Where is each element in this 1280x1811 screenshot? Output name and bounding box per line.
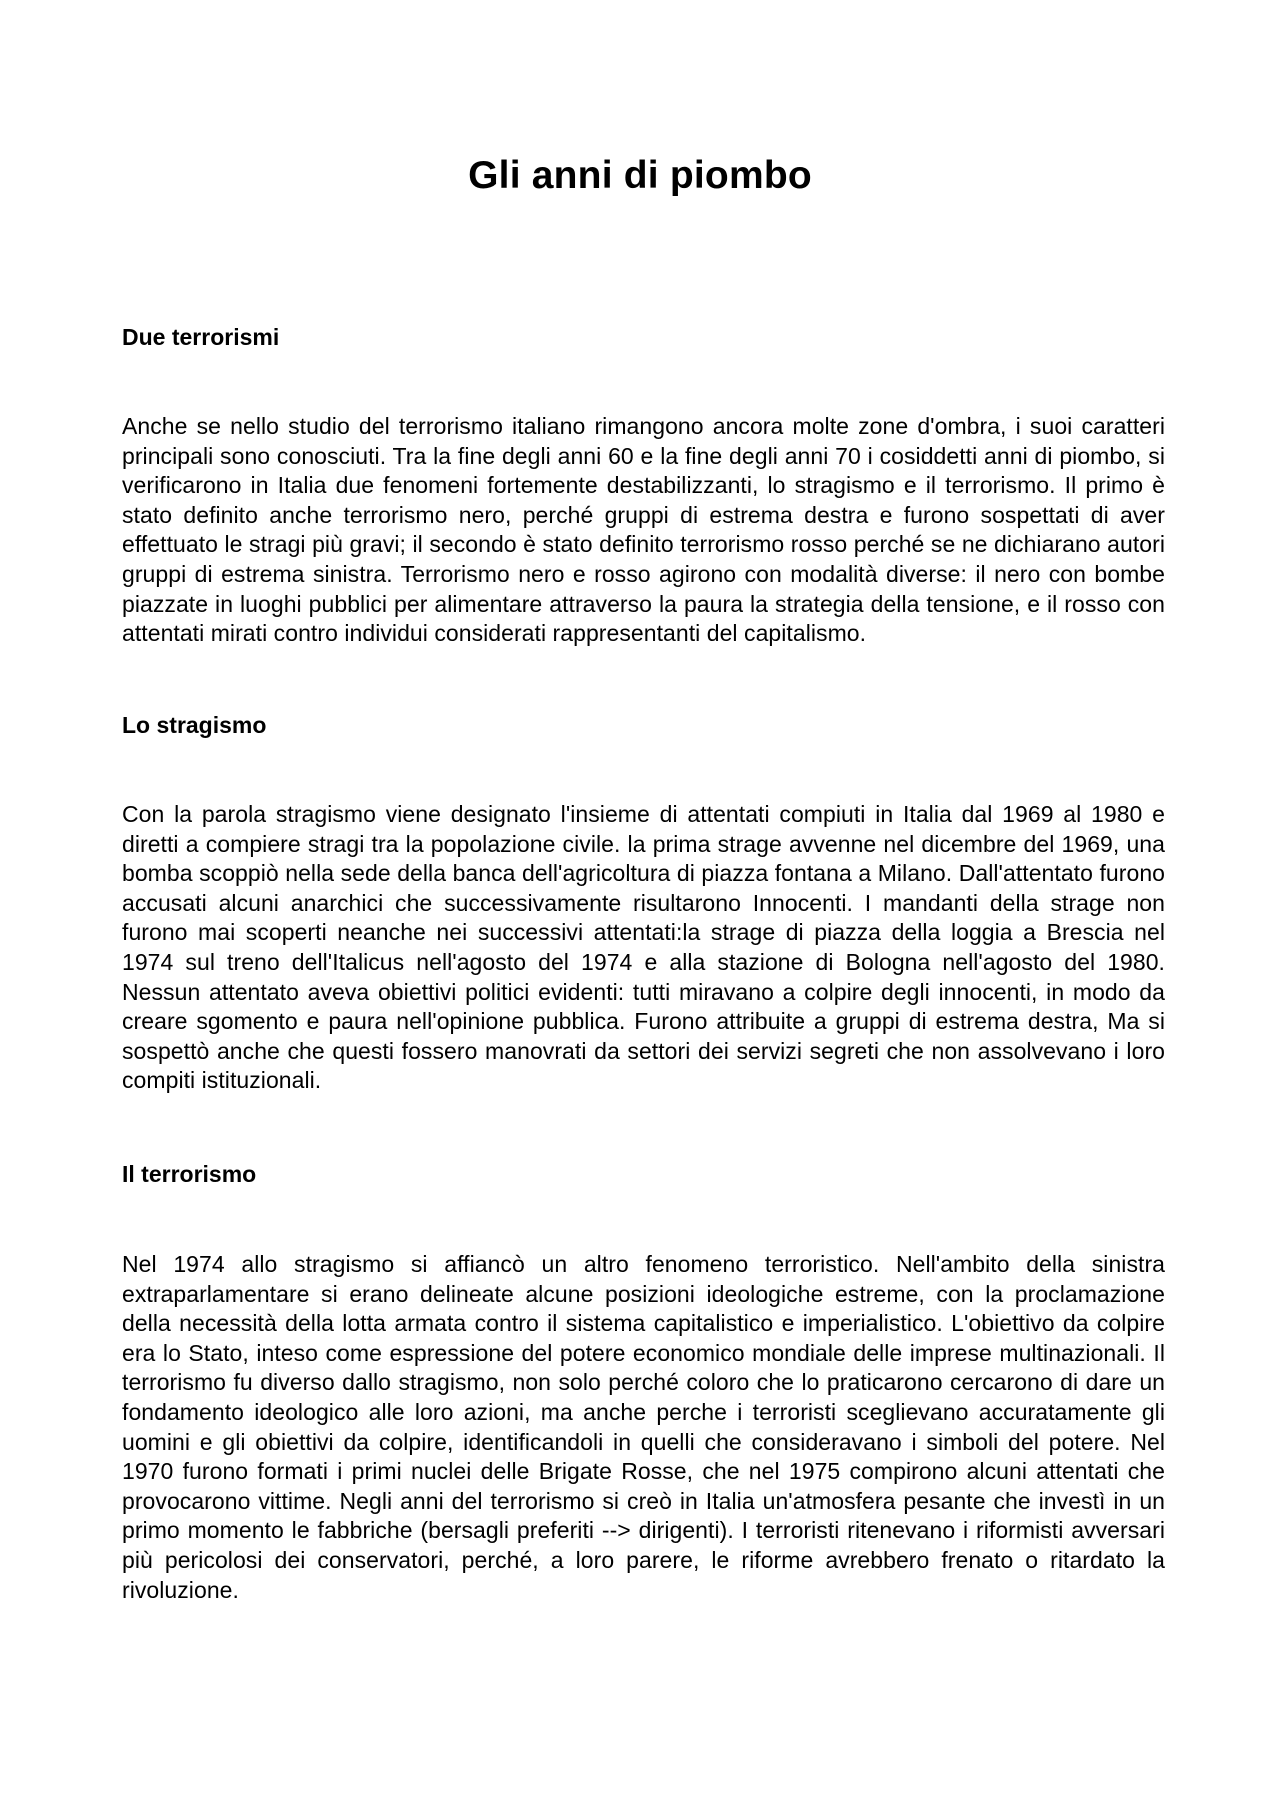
section-heading-due-terrorismi: Due terrorismi [122, 324, 280, 350]
section-heading-il-terrorismo: Il terrorismo [122, 1161, 257, 1187]
section-body-due-terrorismi: Anche se nello studio del terrorismo italiano rimangono ancora molte zone d'ombra, i suoi caratteri principali sono conosciuti. Tra la fine degli anni 60 e la fine degli anni 70 i cosiddetti anni di piombo, si verificarono in Italia due fenomeni fortemente destabilizzanti, lo stragismo e il terrorismo. Il primo è stato definito anche terrorismo nero, perché gruppi di estrema destra e furono sospettati di aver effettuato le stragi più gravi; il secondo è stato definito terrorismo rosso perché se ne dichiarano autori gruppi di estrema sinistra. Terrorismo nero e rosso agirono con modalità diverse: il nero con bombe piazzate in luoghi pubblici per alimentare attraverso la paura la strategia della tensione, e il rosso con attentati mirati contro individui considerati rappresentanti del capitalismo. [122, 413, 1165, 647]
page-title: Gli anni di piombo [468, 154, 812, 197]
section-body-il-terrorismo: Nel 1974 allo stragismo si affiancò un altro fenomeno terroristico. Nell'ambito della sinistra extraparlamentare si erano delineate alcune posizioni ideologiche estreme, con la proclamazione della necessità della lotta armata contro il sistema capitalistico e imperialistico. L'obiettivo da colpire era lo Stato, inteso come espressione del potere economico mondiale delle imprese multinazionali. Il terrorismo fu diverso dallo stragismo, non solo perché coloro che lo praticarono cercarono di dare un fondamento ideologico alle loro azioni, ma anche perche i terroristi sceglievano accuratamente gli uomini e gli obiettivi da colpire, identificandoli in quelli che consideravano i simboli del potere. Nel 1970 furono formati i primi nuclei delle Brigate Rosse, che nel 1975 compirono alcuni attentati che provocarono vittime. Negli anni del terrorismo si creò in Italia un'atmosfera pesante che investì in un primo momento le fabbriche (bersagli preferiti --> dirigenti). I terroristi ritenevano i riformisti avversari più pericolosi dei conservatori, perché, a loro parere, le riforme avrebbero frenato o ritardato la rivoluzione. [122, 1251, 1165, 1603]
section-body-lo-stragismo: Con la parola stragismo viene designato l'insieme di attentati compiuti in Italia dal 1969 al 1980 e diretti a compiere stragi tra la popolazione civile. la prima strage avvenne nel dicembre del 1969, una bomba scoppiò nella sede della banca dell'agricoltura di piazza fontana a Milano. Dall'attentato furono accusati alcuni anarchici che successivamente risultarono Innocenti. I mandanti della strage non furono mai scoperti neanche nei successivi attentati:la strage di piazza della loggia a Brescia nel 1974 sul treno dell'Italicus nell'agosto del 1974 e alla stazione di Bologna nell'agosto del 1980. Nessun attentato aveva obiettivi politici evidenti: tutti miravano a colpire degli innocenti, in modo da creare sgomento e paura nell'opinione pubblica. Furono attribuite a gruppi di estrema destra, Ma si sospettò anche che questi fossero manovrati da settori dei servizi segreti che non assolvevano i loro compiti istituzionali. [122, 801, 1165, 1094]
section-heading-lo-stragismo: Lo stragismo [122, 712, 267, 738]
